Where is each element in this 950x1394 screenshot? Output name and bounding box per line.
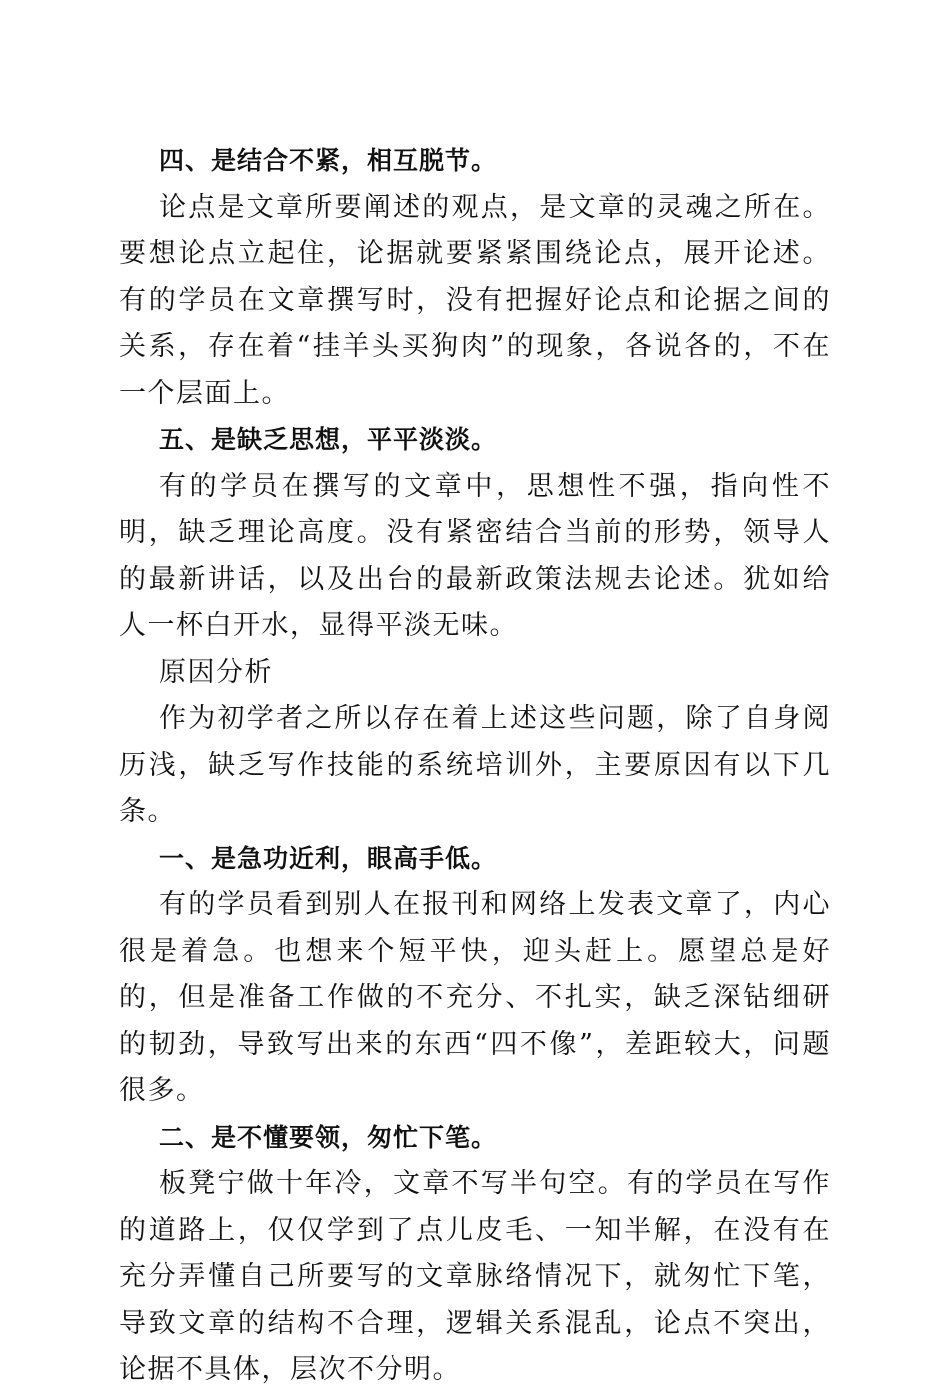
body-paragraph: 论点是文章所要阐述的观点，是文章的灵魂之所在。要想论点立起住，论据就要紧紧围绕论点，展开论述。有的学员在文章撰写时，没有把握好论点和论据之间的关系，存在着“挂羊头买狗肉”的现象，各说各的，不在一个层面上。 <box>119 191 831 409</box>
section-heading: 四、是结合不紧，相互脱节。 <box>159 146 498 175</box>
section-heading: 五、是缺乏思想，平平淡淡。 <box>159 425 498 454</box>
section-heading: 二、是不懂要领，匆忙下笔。 <box>159 1122 498 1152</box>
body-paragraph: 作为初学者之所以存在着上述这些问题，除了自身阅历浅，缺乏写作技能的系统培训外，主要原因有以下几条。 <box>119 703 831 827</box>
body-paragraph: 有的学员看到别人在报刊和网络上发表文章了，内心很是着急。也想来个短平快，迎头赶上。愿望总是好的，但是准备工作做的不充分、不扎实，缺乏深钻细研的韧劲，导致写出来的东西“四不像”，差距较大，问题很多。 <box>119 889 831 1106</box>
body-paragraph: 有的学员在撰写的文章中，思想性不强，指向性不明，缺乏理论高度。没有紧密结合当前的形势，领导人的最新讲话，以及出台的最新政策法规去论述。犹如给人一杯白开水，显得平淡无味。 <box>119 470 831 641</box>
section-heading: 一、是急功近利，眼高手低。 <box>159 843 498 873</box>
subsection-title: 原因分析 <box>159 656 273 688</box>
document-body <box>119 138 831 1394</box>
body-paragraph: 板凳宁做十年冷，文章不写半句空。有的学员在写作的道路上，仅仅学到了点儿皮毛、一知半解，在没有在充分弄懂自己所要写的文章脉络情况下，就匆忙下笔，导致文章的结构不合理，逻辑关系混乱，论点不突出，论据不具体，层次不分明。 <box>119 1168 831 1385</box>
